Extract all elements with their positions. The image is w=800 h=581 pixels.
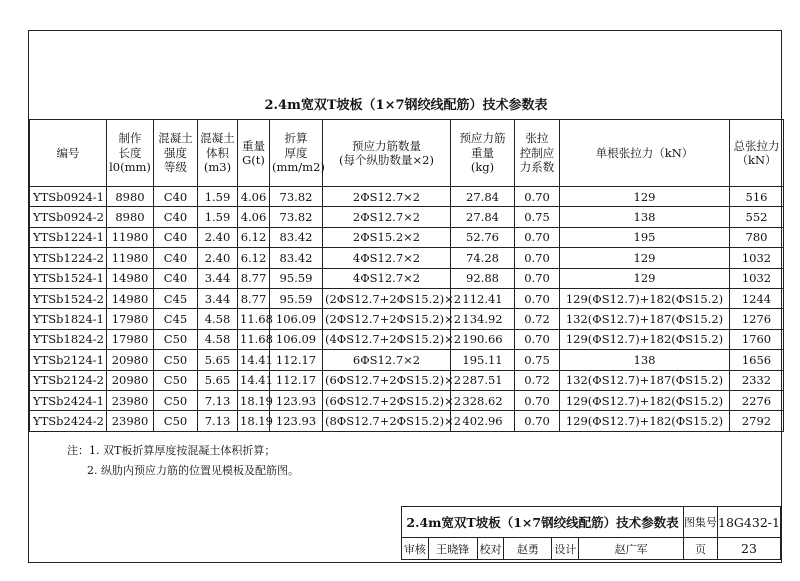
col-header-thickness: 折算 厚度 (mm/m2) bbox=[270, 120, 323, 187]
cell-thickness: 73.82 bbox=[270, 187, 323, 207]
header-row bbox=[30, 120, 784, 187]
cell-single-force: 129(ΦS12.7)+182(ΦS15.2) bbox=[560, 390, 730, 410]
cell-weight: 8.77 bbox=[238, 288, 270, 308]
cell-code: YTSb2124-2 bbox=[30, 370, 107, 390]
cell-single-force: 129(ΦS12.7)+182(ΦS15.2) bbox=[560, 288, 730, 308]
col-header-total-force: 总张拉力 （kN） bbox=[730, 120, 784, 187]
cell-total-force: 2792 bbox=[730, 411, 784, 431]
cell-stress-coef: 0.70 bbox=[515, 268, 560, 288]
col-header-length: 制作 长度 l0(mm) bbox=[107, 120, 154, 187]
cell-thickness: 95.59 bbox=[270, 288, 323, 308]
cell-length: 20980 bbox=[107, 350, 154, 370]
design-label: 设计 bbox=[552, 538, 579, 560]
table-row bbox=[30, 350, 784, 370]
col-header-volume: 混凝土 体积 (m3) bbox=[198, 120, 238, 187]
cell-length: 20980 bbox=[107, 370, 154, 390]
cell-code: YTSb1224-1 bbox=[30, 227, 107, 247]
reviewer-cell bbox=[428, 538, 477, 560]
cell-total-force: 1760 bbox=[730, 329, 784, 349]
cell-code: YTSb2424-1 bbox=[30, 390, 107, 410]
cell-volume: 3.44 bbox=[198, 288, 238, 308]
cell-single-force: 138 bbox=[560, 207, 730, 227]
cell-grade: C50 bbox=[154, 329, 198, 349]
cell-code: YTSb0924-1 bbox=[30, 187, 107, 207]
cell-total-force: 516 bbox=[730, 187, 784, 207]
col-header-single-force: 单根张拉力（kN） bbox=[560, 120, 730, 187]
cell-stress-coef: 0.75 bbox=[515, 207, 560, 227]
table-row bbox=[30, 390, 784, 410]
cell-thickness: 95.59 bbox=[270, 268, 323, 288]
cell-tendon-weight: 402.96 bbox=[451, 411, 515, 431]
cell-tendon-count: 4ΦS12.7×2 bbox=[323, 248, 451, 268]
cell-grade: C40 bbox=[154, 248, 198, 268]
cell-code: YTSb1824-2 bbox=[30, 329, 107, 349]
cell-weight: 14.41 bbox=[238, 370, 270, 390]
cell-single-force: 129 bbox=[560, 248, 730, 268]
table-row bbox=[30, 288, 784, 308]
cell-volume: 1.59 bbox=[198, 207, 238, 227]
cell-tendon-count: (2ΦS12.7+2ΦS15.2)×2 bbox=[323, 309, 451, 329]
table-row bbox=[30, 268, 784, 288]
cell-weight: 4.06 bbox=[238, 207, 270, 227]
cell-volume: 5.65 bbox=[198, 370, 238, 390]
cell-thickness: 106.09 bbox=[270, 329, 323, 349]
table-row bbox=[30, 207, 784, 227]
checker-cell bbox=[504, 538, 552, 560]
cell-single-force: 129(ΦS12.7)+182(ΦS15.2) bbox=[560, 329, 730, 349]
col-header-code: 编号 bbox=[30, 120, 107, 187]
cell-tendon-weight: 287.51 bbox=[451, 370, 515, 390]
cell-total-force: 2276 bbox=[730, 390, 784, 410]
cell-grade: C45 bbox=[154, 309, 198, 329]
cell-single-force: 138 bbox=[560, 350, 730, 370]
cell-tendon-count: (2ΦS12.7+2ΦS15.2)×2 bbox=[323, 288, 451, 308]
cell-tendon-count: 2ΦS15.2×2 bbox=[323, 227, 451, 247]
designer-cell bbox=[579, 538, 684, 560]
cell-grade: C50 bbox=[154, 411, 198, 431]
cell-tendon-weight: 92.88 bbox=[451, 268, 515, 288]
title-block-title: 2.4m宽双T坡板（1×7钢绞线配筋）技术参数表 bbox=[402, 507, 684, 538]
cell-stress-coef: 0.70 bbox=[515, 390, 560, 410]
cell-total-force: 780 bbox=[730, 227, 784, 247]
col-header-grade: 混凝土 强度 等级 bbox=[154, 120, 198, 187]
notes bbox=[67, 441, 299, 481]
table-row bbox=[30, 411, 784, 431]
cell-stress-coef: 0.70 bbox=[515, 248, 560, 268]
cell-length: 11980 bbox=[107, 227, 154, 247]
cell-tendon-weight: 190.66 bbox=[451, 329, 515, 349]
cell-weight: 14.41 bbox=[238, 350, 270, 370]
note-1: 注：1. 双T板折算厚度按混凝土体积折算； bbox=[67, 444, 276, 457]
cell-thickness: 106.09 bbox=[270, 309, 323, 329]
cell-code: YTSb2424-2 bbox=[30, 411, 107, 431]
checker-name: 赵勇 bbox=[516, 542, 539, 556]
cell-tendon-weight: 27.84 bbox=[451, 207, 515, 227]
cell-total-force: 1032 bbox=[730, 248, 784, 268]
col-header-tendon-weight: 预应力筋 重量 (kg) bbox=[451, 120, 515, 187]
cell-stress-coef: 0.72 bbox=[515, 370, 560, 390]
cell-length: 17980 bbox=[107, 309, 154, 329]
table-title: 2.4m宽双T坡板（1×7钢绞线配筋）技术参数表 bbox=[264, 98, 548, 113]
cell-volume: 3.44 bbox=[198, 268, 238, 288]
cell-thickness: 112.17 bbox=[270, 370, 323, 390]
cell-grade: C40 bbox=[154, 268, 198, 288]
cell-length: 23980 bbox=[107, 390, 154, 410]
cell-tendon-weight: 195.11 bbox=[451, 350, 515, 370]
cell-code: YTSb1224-2 bbox=[30, 248, 107, 268]
cell-thickness: 123.93 bbox=[270, 390, 323, 410]
cell-stress-coef: 0.75 bbox=[515, 350, 560, 370]
cell-volume: 7.13 bbox=[198, 411, 238, 431]
cell-volume: 7.13 bbox=[198, 390, 238, 410]
cell-tendon-count: (4ΦS12.7+2ΦS15.2)×2 bbox=[323, 329, 451, 349]
drawing-frame bbox=[28, 30, 782, 563]
cell-code: YTSb1524-2 bbox=[30, 288, 107, 308]
cell-tendon-weight: 112.41 bbox=[451, 288, 515, 308]
cell-volume: 4.58 bbox=[198, 309, 238, 329]
reviewer-name: 王晓锋 bbox=[436, 542, 470, 556]
cell-tendon-count: (6ΦS12.7+2ΦS15.2)×2 bbox=[323, 370, 451, 390]
cell-weight: 18.19 bbox=[238, 411, 270, 431]
cell-total-force: 552 bbox=[730, 207, 784, 227]
designer-name: 赵广军 bbox=[614, 542, 648, 556]
cell-thickness: 83.42 bbox=[270, 248, 323, 268]
table-row bbox=[30, 187, 784, 207]
cell-tendon-count: (6ΦS12.7+2ΦS15.2)×2 bbox=[323, 390, 451, 410]
cell-volume: 5.65 bbox=[198, 350, 238, 370]
cell-single-force: 132(ΦS12.7)+187(ΦS15.2) bbox=[560, 309, 730, 329]
cell-code: YTSb1824-1 bbox=[30, 309, 107, 329]
cell-thickness: 123.93 bbox=[270, 411, 323, 431]
table-row bbox=[30, 248, 784, 268]
cell-length: 8980 bbox=[107, 187, 154, 207]
cell-stress-coef: 0.72 bbox=[515, 309, 560, 329]
col-header-weight: 重量 G(t) bbox=[238, 120, 270, 187]
atlas-label: 图集号 bbox=[684, 507, 718, 538]
cell-tendon-count: 6ΦS12.7×2 bbox=[323, 350, 451, 370]
cell-tendon-count: (8ΦS12.7+2ΦS15.2)×2 bbox=[323, 411, 451, 431]
cell-thickness: 112.17 bbox=[270, 350, 323, 370]
page-number: 23 bbox=[718, 538, 781, 560]
cell-volume: 1.59 bbox=[198, 187, 238, 207]
cell-tendon-weight: 134.92 bbox=[451, 309, 515, 329]
cell-length: 17980 bbox=[107, 329, 154, 349]
cell-weight: 4.06 bbox=[238, 187, 270, 207]
cell-weight: 8.77 bbox=[238, 268, 270, 288]
cell-volume: 4.58 bbox=[198, 329, 238, 349]
parameter-table bbox=[29, 119, 784, 432]
cell-single-force: 129 bbox=[560, 268, 730, 288]
cell-tendon-weight: 328.62 bbox=[451, 390, 515, 410]
cell-total-force: 1276 bbox=[730, 309, 784, 329]
cell-weight: 11.68 bbox=[238, 329, 270, 349]
cell-weight: 11.68 bbox=[238, 309, 270, 329]
table-row bbox=[30, 370, 784, 390]
cell-stress-coef: 0.70 bbox=[515, 329, 560, 349]
table-row bbox=[30, 309, 784, 329]
cell-grade: C45 bbox=[154, 288, 198, 308]
cell-stress-coef: 0.70 bbox=[515, 227, 560, 247]
cell-total-force: 1244 bbox=[730, 288, 784, 308]
cell-length: 11980 bbox=[107, 248, 154, 268]
cell-code: YTSb0924-2 bbox=[30, 207, 107, 227]
cell-volume: 2.40 bbox=[198, 248, 238, 268]
cell-tendon-count: 2ΦS12.7×2 bbox=[323, 187, 451, 207]
cell-grade: C40 bbox=[154, 227, 198, 247]
cell-tendon-count: 4ΦS12.7×2 bbox=[323, 268, 451, 288]
cell-stress-coef: 0.70 bbox=[515, 288, 560, 308]
cell-weight: 6.12 bbox=[238, 248, 270, 268]
title-block bbox=[401, 506, 781, 560]
cell-grade: C50 bbox=[154, 350, 198, 370]
cell-thickness: 73.82 bbox=[270, 207, 323, 227]
cell-single-force: 195 bbox=[560, 227, 730, 247]
cell-grade: C40 bbox=[154, 207, 198, 227]
cell-single-force: 129 bbox=[560, 187, 730, 207]
table-row bbox=[30, 329, 784, 349]
cell-weight: 18.19 bbox=[238, 390, 270, 410]
cell-tendon-weight: 52.76 bbox=[451, 227, 515, 247]
review-label: 审核 bbox=[402, 538, 429, 560]
cell-thickness: 83.42 bbox=[270, 227, 323, 247]
cell-tendon-count: 2ΦS12.7×2 bbox=[323, 207, 451, 227]
cell-grade: C40 bbox=[154, 187, 198, 207]
cell-length: 14980 bbox=[107, 268, 154, 288]
cell-length: 8980 bbox=[107, 207, 154, 227]
cell-stress-coef: 0.70 bbox=[515, 411, 560, 431]
cell-tendon-weight: 27.84 bbox=[451, 187, 515, 207]
cell-total-force: 1032 bbox=[730, 268, 784, 288]
atlas-number: 18G432-1 bbox=[718, 507, 781, 538]
cell-stress-coef: 0.70 bbox=[515, 187, 560, 207]
cell-grade: C50 bbox=[154, 370, 198, 390]
col-header-stress-coef: 张拉 控制应 力系数 bbox=[515, 120, 560, 187]
page-label: 页 bbox=[684, 538, 718, 560]
cell-length: 14980 bbox=[107, 288, 154, 308]
table-body bbox=[30, 187, 784, 432]
cell-length: 23980 bbox=[107, 411, 154, 431]
table-row bbox=[30, 227, 784, 247]
cell-code: YTSb1524-1 bbox=[30, 268, 107, 288]
cell-grade: C50 bbox=[154, 390, 198, 410]
cell-code: YTSb2124-1 bbox=[30, 350, 107, 370]
cell-single-force: 129(ΦS12.7)+182(ΦS15.2) bbox=[560, 411, 730, 431]
cell-volume: 2.40 bbox=[198, 227, 238, 247]
cell-tendon-weight: 74.28 bbox=[451, 248, 515, 268]
cell-total-force: 1656 bbox=[730, 350, 784, 370]
check-label: 校对 bbox=[477, 538, 504, 560]
note-2: 2. 纵肋内预应力筋的位置见模板及配筋图。 bbox=[87, 464, 299, 477]
col-header-tendon-count: 预应力筋数量 (每个纵肋数量×2) bbox=[323, 120, 451, 187]
cell-total-force: 2332 bbox=[730, 370, 784, 390]
cell-single-force: 132(ΦS12.7)+187(ΦS15.2) bbox=[560, 370, 730, 390]
cell-weight: 6.12 bbox=[238, 227, 270, 247]
